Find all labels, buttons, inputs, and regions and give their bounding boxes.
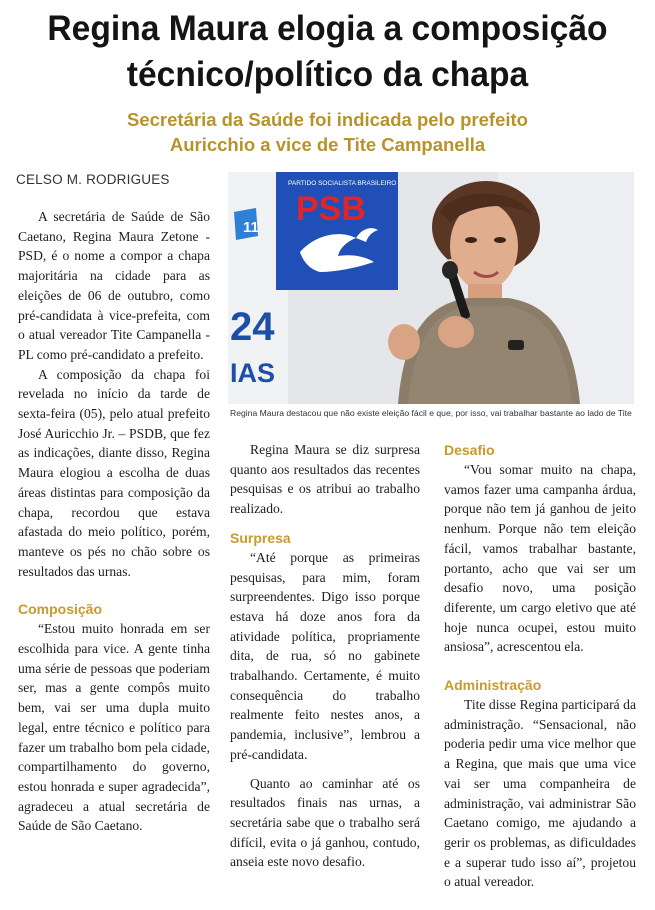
person-hand-left: [438, 316, 474, 348]
subheadline: [20, 107, 635, 157]
headline-line-2: técnico/político da chapa: [126, 55, 529, 94]
article-photo: [228, 172, 634, 404]
paragraph-2: A composição da chapa foi revelada no início da tarde de sexta-feira (05), pelo atual prefeito José Auricchio Jr. – PSDB, que fez as indicações, diante disso, Regina Maura elogiou a escolha de duas áreas distintas para composição da chapa, recordou que estava afastada do meio político, porém, manteve os pés no chão sobre os resultados das urnas.: [18, 366, 210, 579]
paragraph-4: Regina Maura se diz surpresa quanto aos resultados das recentes pesquisas e os atribui ao trabalho realizado.: [230, 442, 420, 517]
column-1: [18, 207, 210, 836]
paragraph-5: “Até porque as primeiras pesquisas, para mim, foram surpreendentes. Digo isso porque estava há doze anos fora da atividade política, propriamente dita, de rua, só no gabinete trabalhando. Certamente, é muito consequência do trabalho realmente feito nestes anos, a pandemia, inclusive”, lembrou a pré-candidata.: [230, 549, 420, 762]
subheadline-line-2: Auricchio a vice de Tite Campanella: [169, 134, 486, 155]
subheadline-line-1: Secretária da Saúde foi indicada pelo prefeito: [127, 109, 528, 130]
paragraph-6: Quanto ao caminhar até os resultados finais nas urnas, a secretária sabe que o trabalho será difícil, evita o já ganhou, contudo, anseia este novo desafio.: [230, 775, 420, 870]
headline-line-1: Regina Maura elogia a composição: [47, 9, 608, 48]
backdrop-text-1: 24: [230, 305, 275, 349]
watch-icon: [508, 340, 524, 350]
byline: CELSO M. RODRIGUES: [16, 172, 170, 187]
column-2: [230, 440, 420, 872]
banner-small-text: PARTIDO SOCIALISTA BRASILEIRO: [288, 180, 397, 187]
paragraph-1: A secretária de Saúde de São Caetano, Regina Maura Zetone - PSD, é o nome a compor a chapa majoritária na cidade para as eleições de 06 de outubro, como pré-candidata à vice-prefeita, com o atual vereador Tite Campanella - PL como pré-candidato a prefeito.: [18, 209, 210, 362]
photo-illustration: [228, 172, 634, 404]
number-badge: 11: [243, 219, 259, 236]
backdrop-text-2: IAS: [230, 358, 276, 388]
headline: [23, 6, 633, 98]
section-heading-administracao: Administração: [444, 677, 542, 694]
paragraph-8: Tite disse Regina participará da administração. “Sensacional, não poderia pedir uma vice melhor que a Regina, que mais que uma vice vai ser uma companheira de administração, vai administrar São Caetano comigo, me ajudando a gerir os problemas, as dificuldades e a superar tudo isso aí”, projetou o atual vereador.: [444, 697, 636, 890]
paragraph-3: “Estou muito honrada em ser escolhida para vice. A gente tinha uma série de pessoas que poderiam ser, mas a gente compôs muito bem, vai ser uma dupla muito legal, entre técnico e político para fazer um trabalho bom pela cidade, compartilhamento do governo, estou honrada e super agradecida”, agradeceu a atual secretária de Saúde de São Caetano.: [18, 621, 210, 834]
section-heading-composicao: Composição: [18, 601, 103, 618]
column-3: [444, 440, 636, 892]
person-hand-right: [388, 324, 420, 360]
section-heading-desafio: Desafio: [444, 442, 495, 458]
section-heading-surpresa: Surpresa: [230, 529, 291, 546]
photo-caption: Regina Maura destacou que não existe eleição fácil e que, por isso, vai trabalhar bastante ao lado de Tite: [230, 408, 632, 418]
paragraph-7: “Vou somar muito na chapa, vamos fazer uma campanha árdua, porque não tem já ganhou de jeito nenhum. Porque não tem eleição fácil, vamos trabalhar bastante, portanto, acho que vai ser um desafio novo, uma posição diferente, um cargo eletivo que até hoje nunca ocupei, estou muito ansiosa”, acrescentou ela.: [444, 462, 636, 655]
banner-text: PSB: [296, 190, 366, 228]
